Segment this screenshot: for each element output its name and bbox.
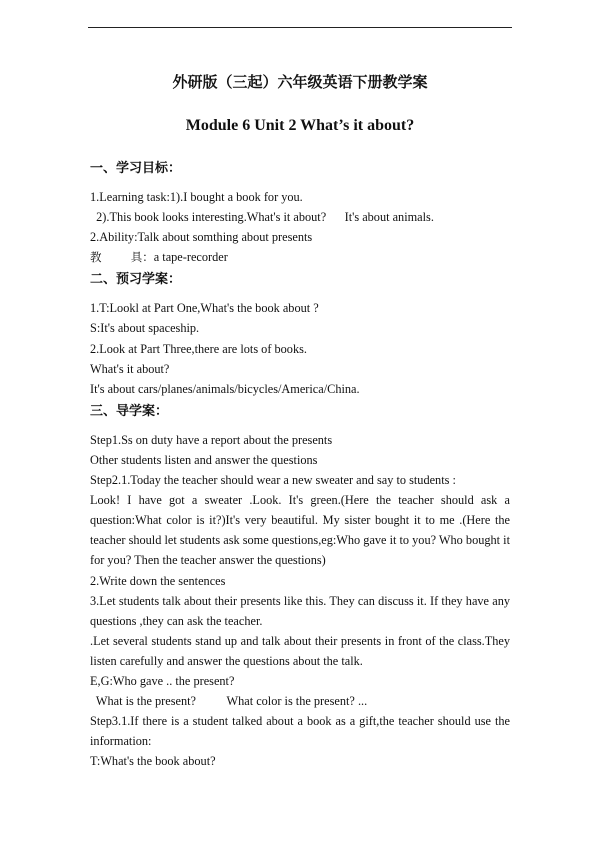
section-heading-preview: 二、预习学案： — [90, 272, 182, 287]
guide-line: for you? Then the teacher answer the questions) — [90, 553, 326, 567]
guide-line: 3.Let students talk about their presents like this. They can discuss it. If they have any — [90, 594, 510, 608]
guide-line: What is the present? What color is the present? ... — [90, 694, 368, 708]
document-title: 外研版（三起）六年级英语下册教学案 — [172, 73, 428, 91]
section-heading-guide: 三、导学案： — [90, 404, 169, 419]
guide-line: .Let several students stand up and talk about their presents in front of the class.They — [90, 634, 510, 648]
guide-line: Look! I have got a sweater .Look. It's green.(Here the teacher should ask a — [90, 493, 510, 507]
objective-line: 1.Learning task:1).I bought a book for you. — [90, 190, 303, 204]
tools-value: a tape-recorder — [153, 250, 228, 264]
preview-line: It's about cars/planes/animals/bicycles/America/China. — [90, 382, 360, 396]
tools-line — [90, 249, 228, 265]
preview-line: S:It's about spaceship. — [90, 321, 200, 335]
document-subtitle: Module 6 Unit 2 What’s it about? — [185, 117, 415, 134]
objective-line: 2.Ability:Talk about somthing about presents — [90, 230, 313, 244]
guide-line: listen carefully and answer the questions about the talk. — [90, 654, 363, 668]
guide-line: Step2.1.Today the teacher should wear a new sweater and say to students : — [90, 473, 456, 487]
section-heading-objectives: 一、学习目标： — [90, 161, 182, 176]
guide-line: Step3.1.If there is a student talked about a book as a gift,the teacher should use the — [90, 714, 510, 728]
objective-line: 2).This book looks interesting.What's it about? It's about animals. — [90, 210, 434, 224]
guide-line: question:What color is it?)It's very beautiful. My sister bought it to me .(Here the — [90, 513, 510, 527]
guide-line: T:What's the book about? — [90, 754, 216, 768]
guide-line: Step1.Ss on duty have a report about the presents — [90, 433, 333, 447]
guide-line: information: — [90, 734, 152, 748]
tools-label: 教 具： — [90, 250, 154, 264]
header-rule — [88, 27, 512, 28]
guide-line: teacher should let students ask some questions,eg:Who gave it to you? Who bought it — [90, 533, 510, 547]
preview-line: What's it about? — [90, 362, 170, 376]
preview-line: 2.Look at Part Three,there are lots of books. — [90, 342, 307, 356]
guide-line: 2.Write down the sentences — [90, 574, 226, 588]
guide-line: E,G:Who gave .. the present? — [90, 674, 235, 688]
guide-line: Other students listen and answer the questions — [90, 453, 318, 467]
preview-line: 1.T:Lookl at Part One,What's the book about ? — [90, 301, 319, 315]
guide-line: questions ,they can ask the teacher. — [90, 614, 263, 628]
